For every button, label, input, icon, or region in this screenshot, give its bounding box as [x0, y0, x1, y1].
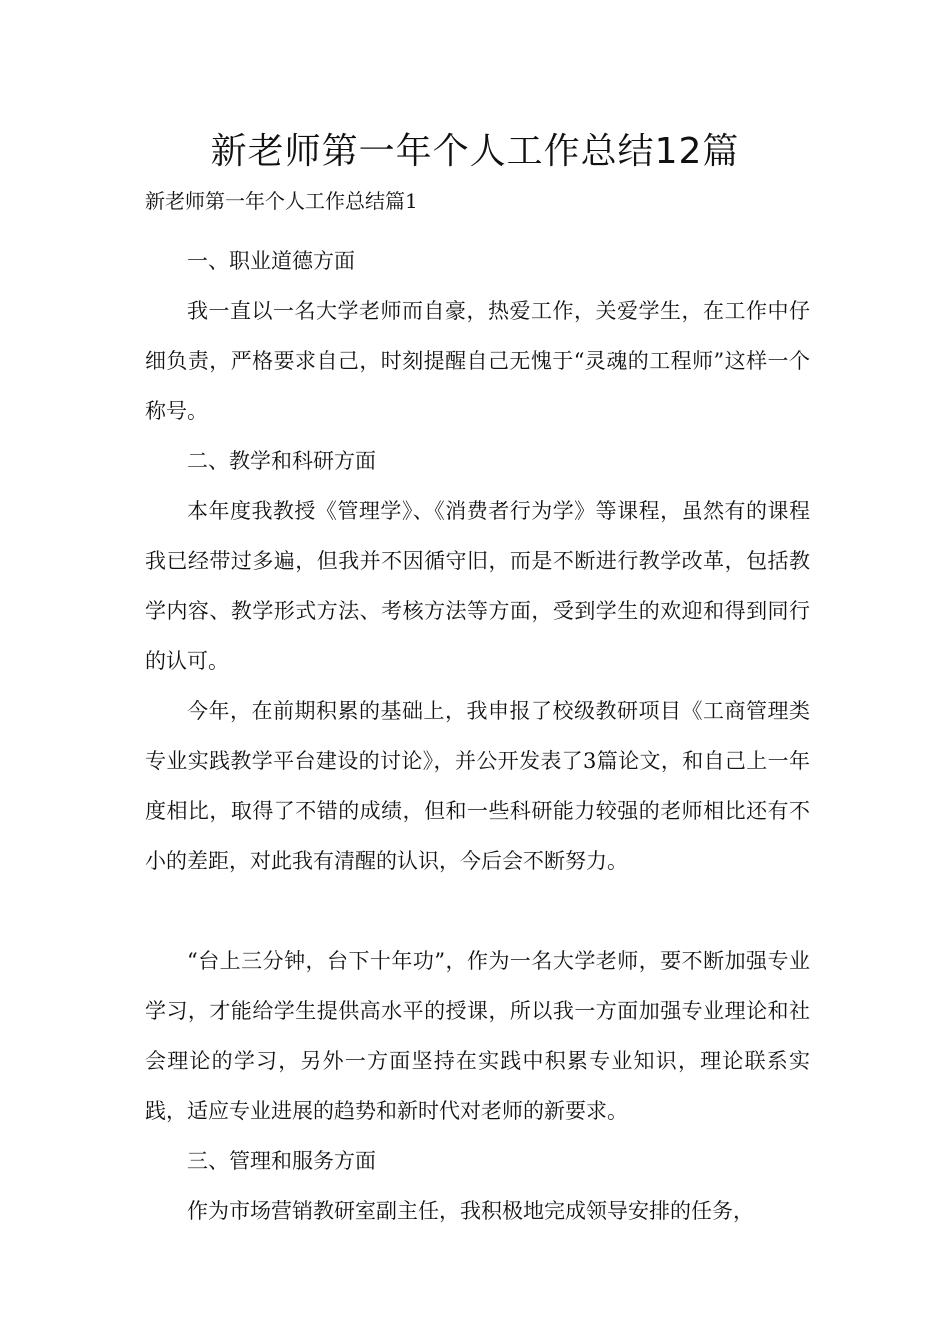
document-title: 新老师第一年个人工作总结12篇: [210, 131, 740, 172]
document-subtitle: 新老师第一年个人工作总结篇1: [145, 189, 418, 213]
section-heading-ethics: 一、职业道德方面: [187, 249, 355, 273]
document-body: [145, 236, 810, 1236]
paragraph-spacer: [145, 886, 810, 936]
paragraph-study: “台上三分钟，台下十年功”，作为一名大学老师，要不断加强专业学习，才能给学生提供高水平的授课，所以我一方面加强专业理论和社会理论的学习，另外一方面坚持在实践中积累专业知识，理论联系实践，适应专业进展的趋势和新时代对老师的新要求。: [145, 949, 810, 1123]
paragraph-research: 今年，在前期积累的基础上，我申报了校级教研项目《工商管理类专业实践教学平台建设的讨论》，并公开发表了3篇论文，和自己上一年度相比，取得了不错的成绩，但和一些科研能力较强的老师相比还有不小的差距，对此我有清醒的认识，今后会不断努力。: [145, 699, 810, 873]
paragraph-courses: 本年度我教授《管理学》、《消费者行为学》等课程，虽然有的课程我已经带过多遍，但我并不因循守旧，而是不断进行教学改革，包括教学内容、教学形式方法、考核方法等方面，受到学生的欢迎和得到同行的认可。: [145, 499, 810, 673]
section-heading-management: 三、管理和服务方面: [187, 1149, 376, 1173]
section-heading-teaching: 二、教学和科研方面: [187, 449, 376, 473]
paragraph-ethics: 我一直以一名大学老师而自豪，热爱工作，关爱学生，在工作中仔细负责，严格要求自己，时刻提醒自己无愧于“灵魂的工程师”这样一个称号。: [145, 299, 810, 423]
paragraph-management: 作为市场营销教研室副主任，我积极地完成领导安排的任务，: [187, 1199, 754, 1223]
